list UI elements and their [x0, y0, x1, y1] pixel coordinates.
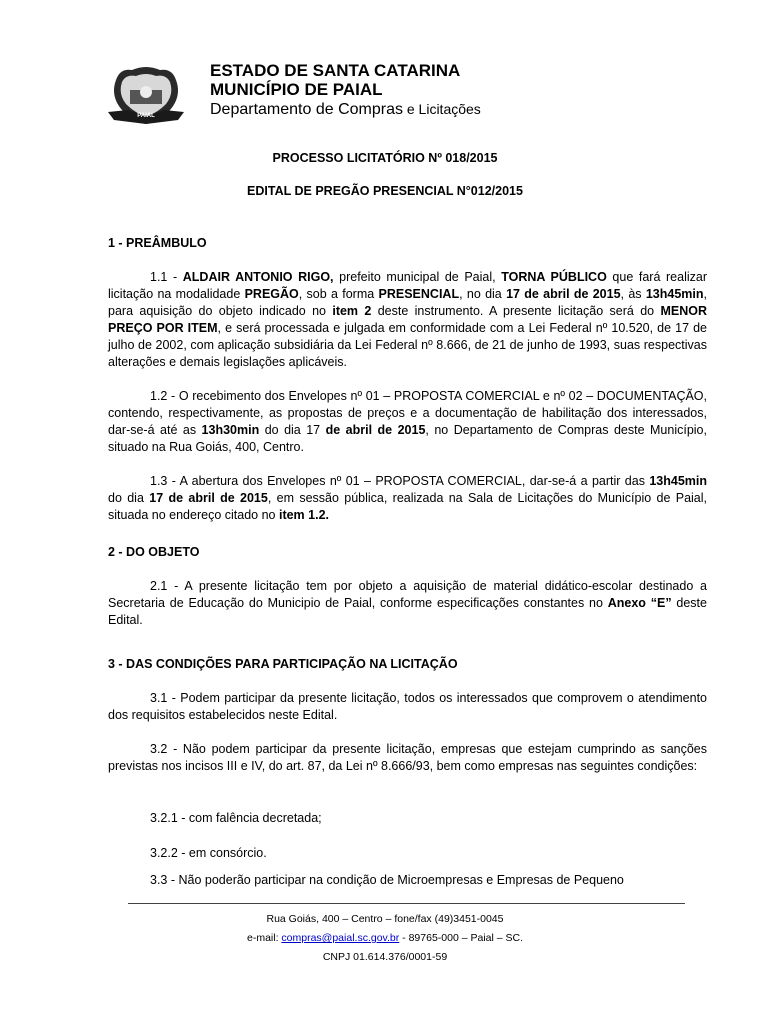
footer-divider	[128, 903, 685, 904]
paragraph-3-3: 3.3 - Não poderão participar na condição de Microempresas e Empresas de Pequeno	[150, 873, 624, 887]
paragraph-3-2: 3.2 - Não podem participar da presente licitação, empresas que estejam cumprindo as sanções previstas nos incisos III e IV, do art. 87, da Lei nº 8.666/93, bem como empresas nas seguintes condições:	[108, 742, 707, 773]
process-title: PROCESSO LICITATÓRIO Nº 018/2015	[272, 151, 498, 165]
section-1-heading: 1 - PREÂMBULO	[108, 236, 207, 250]
paragraph-1-3: 1.3 - A abertura dos Envelopes nº 01 – PROPOSTA COMERCIAL, dar-se-á a partir das 13h45min do dia 17 de abril de 2015, em sessão pública, realizada na Sala de Licitações do Município de Paial, situada no endereço citado no item 1.2.	[108, 474, 707, 522]
municipal-crest-logo	[108, 62, 184, 128]
footer-email-line: e-mail: compras@paial.sc.gov.br - 89765-000 – Paial – SC.	[246, 932, 524, 944]
section-2-heading: 2 - DO OBJETO	[108, 545, 200, 559]
footer-cnpj: CNPJ 01.614.376/0001-59	[322, 951, 448, 963]
paragraph-3-2-1: 3.2.1 - com falência decretada;	[150, 811, 322, 825]
department-suffix: e Licitações	[402, 101, 481, 117]
section-3-heading: 3 - DAS CONDIÇÕES PARA PARTICIPAÇÃO NA LICITAÇÃO	[108, 657, 458, 671]
paragraph-3-1: 3.1 - Podem participar da presente licitação, todos os interessados que comprovem o atendimento dos requisitos estabelecidos neste Edital.	[108, 691, 707, 722]
paragraph-1-1: 1.1 - ALDAIR ANTONIO RIGO, prefeito municipal de Paial, TORNA PÚBLICO que fará realizar licitação na modalidade PREGÃO, sob a forma PRESENCIAL, no dia 17 de abril de 2015, às 13h45min, para aquisição do objeto indicado no item 2 deste instrumento. A presente licitação será do MENOR PREÇO POR ITEM, e será processada e julgada em conformidade com a Lei Federal nº 10.520, de 17 de julho de 2002, com aplicação subsidiária da Lei Federal nº 8.666, de 21 de junho de 1993, suas respectivas alterações e demais legislações aplicáveis.	[108, 270, 707, 369]
state-name: ESTADO DE SANTA CATARINA	[210, 61, 461, 80]
department-name	[210, 99, 481, 120]
department-main: Departamento de Compras	[210, 101, 403, 118]
email-link[interactable]: compras@paial.sc.gov.br	[281, 932, 400, 944]
crest-label: PAIAL	[137, 113, 155, 119]
paragraph-3-2-2: 3.2.2 - em consórcio.	[150, 846, 267, 860]
edital-title: EDITAL DE PREGÃO PRESENCIAL N°012/2015	[247, 184, 523, 198]
paragraph-1-2: 1.2 - O recebimento dos Envelopes nº 01 – PROPOSTA COMERCIAL e nº 02 – DOCUMENTAÇÃO, contendo, respectivamente, as propostas de preços e a documentação de habilitação dos interessados, dar-se-á até as 13h30min do dia 17 de abril de 2015, no Departamento de Compras deste Município, situado na Rua Goiás, 400, Centro.	[108, 389, 707, 454]
footer-address: Rua Goiás, 400 – Centro – fone/fax (49)3451-0045	[266, 913, 504, 925]
paragraph-2-1: 2.1 - A presente licitação tem por objeto a aquisição de material didático-escolar destinado a Secretaria de Educação do Municipio de Paial, conforme especificações constantes no Anexo “E” deste Edital.	[108, 579, 707, 627]
municipality-name: MUNICÍPIO DE PAIAL	[210, 80, 383, 99]
